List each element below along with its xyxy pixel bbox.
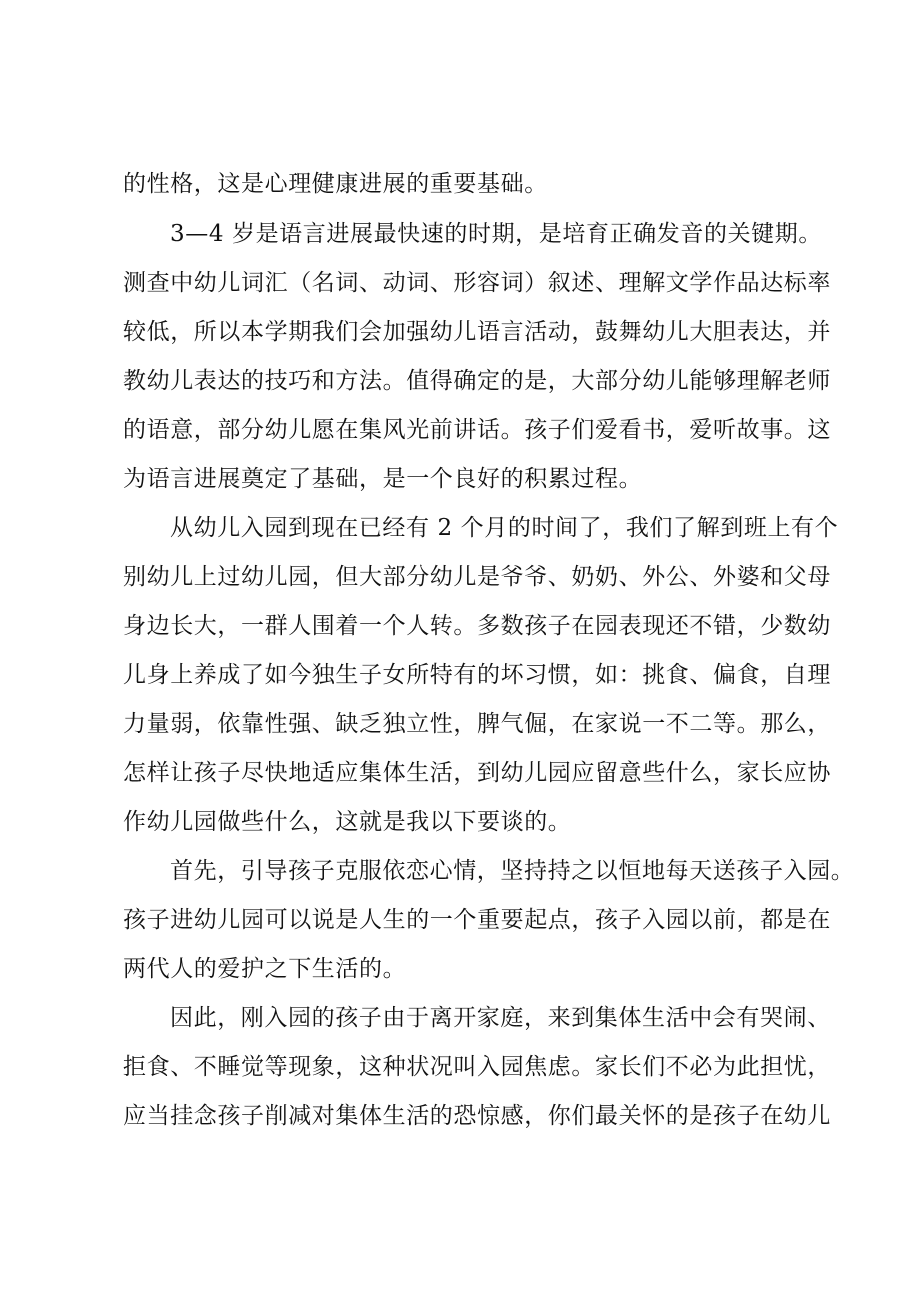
- text-line: 身边长大，一群人围着一个人转。多数孩子在园表现还不错，少数幼: [123, 613, 831, 639]
- text-line: 测查中幼儿词汇（名词、动词、形容词）叙述、理解文学作品达标率: [123, 270, 831, 296]
- text-line: 应当挂念孩子削减对集体生活的恐惊感，你们最关怀的是孩子在幼儿: [123, 1103, 831, 1129]
- text-line: 拒食、不睡觉等现象，这种状况叫入园焦虑。家长们不必为此担忧，: [123, 1054, 831, 1080]
- text-line: 怎样让孩子尽快地适应集体生活，到幼儿园应留意些什么，家长应协: [123, 760, 831, 786]
- text-line: 别幼儿上过幼儿园，但大部分幼儿是爷爷、奶奶、外公、外婆和父母: [123, 564, 831, 590]
- text-line: 较低，所以本学期我们会加强幼儿语言活动，鼓舞幼儿大胆表达，并: [123, 319, 831, 345]
- text-line: 两代人的爱护之下生活的。: [123, 956, 407, 982]
- text-line: 因此，刚入园的孩子由于离开家庭，来到集体生活中会有哭闹、: [170, 1005, 831, 1031]
- text-line: 首先，引导孩子克服依恋心情，坚持持之以恒地每天送孩子入园。: [170, 858, 855, 884]
- text-line: 孩子进幼儿园可以说是人生的一个重要起点，孩子入园以前，都是在: [123, 907, 831, 933]
- text-line: 为语言进展奠定了基础，是一个良好的积累过程。: [123, 466, 643, 492]
- text-line: 3—4 岁是语言进展最快速的时期，是培育正确发音的关键期。: [170, 221, 822, 247]
- text-line: 从幼儿入园到现在已经有 2 个月的时间了，我们了解到班上有个: [170, 515, 839, 541]
- text-line: 力量弱，依靠性强、缺乏独立性，脾气倔，在家说一不二等。那么，: [123, 711, 831, 737]
- text-line: 的性格，这是心理健康进展的重要基础。: [123, 171, 548, 197]
- text-line: 教幼儿表达的技巧和方法。值得确定的是，大部分幼儿能够理解老师: [123, 368, 831, 394]
- text-line: 作幼儿园做些什么，这就是我以下要谈的。: [123, 809, 572, 835]
- text-line: 儿身上养成了如今独生子女所特有的坏习惯，如：挑食、偏食，自理: [123, 662, 831, 688]
- text-line: 的语意，部分幼儿愿在集风光前讲话。孩子们爱看书，爱听故事。这: [123, 417, 831, 443]
